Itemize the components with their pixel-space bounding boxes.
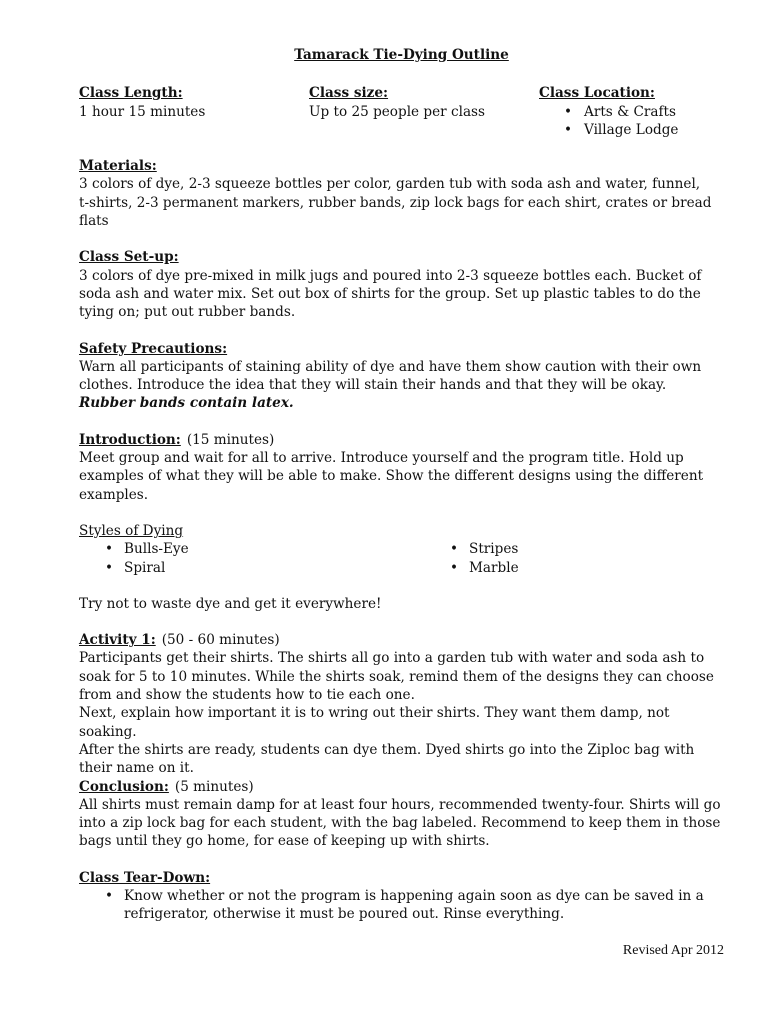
class-size-heading: Class size:	[309, 85, 389, 102]
safety-body: Warn all participants of staining ability of dye and have them show caution with their own clothes. Introduce the idea that they will stain their hands and that they will be okay.	[79, 358, 702, 394]
materials-section	[79, 157, 724, 230]
list-item: • Marble	[424, 559, 724, 577]
activity1-paragraph: Participants get their shirts. The shirts all go into a garden tub with water and soda ash to soak for 5 to 10 minutes. While the shirts soak, remind them of the designs they can choose from and show the students how to tie each one.	[79, 650, 714, 704]
introduction-text: Meet group and wait for all to arrive. Introduce yourself and the program title. Hold up examples of what they will be able to make. Show the different designs using the different examples.	[79, 450, 704, 503]
introduction-section	[79, 431, 724, 504]
activity1-heading: Activity 1:	[79, 632, 156, 649]
class-location-heading: Class Location:	[539, 85, 655, 102]
teardown-section	[79, 869, 724, 924]
class-location-list	[539, 103, 724, 140]
class-length-heading: Class Length:	[79, 85, 183, 102]
list-item: • Know whether or not the program is happening again soon as dye can be saved in a refrigerator, otherwise it must be poured out. Rinse everything.	[79, 887, 724, 924]
list-item: • Stripes	[424, 540, 724, 558]
teardown-list	[79, 887, 724, 924]
introduction-duration: (15 minutes)	[186, 431, 275, 448]
class-info-row	[79, 84, 724, 139]
class-length-block	[79, 84, 309, 139]
setup-text: 3 colors of dye pre-mixed in milk jugs and poured into 2-3 squeeze bottles each. Bucket of soda ash and water mix. Set out box of shirts for the group. Set up plastic tables to do the tying on; put out rubber bands.	[79, 267, 702, 321]
latex-warning: Rubber bands contain latex.	[79, 395, 294, 412]
conclusion-text: All shirts must remain damp for at least four hours, recommended twenty-four. Shirts will go into a zip lock bag for each student, with the bag labeled. Recommend to keep them in those bags until they go home, for ease of keeping up with shirts.	[79, 796, 721, 850]
materials-line: 3 colors of dye, 2-3 squeeze bottles per color, garden tub with soda ash and water, funnel,	[79, 176, 701, 193]
conclusion-heading: Conclusion:	[79, 778, 169, 795]
conclusion-heading-line	[79, 778, 724, 796]
list-item: • Village Lodge	[539, 121, 724, 139]
revision-footer: Revised Apr 2012	[622, 943, 724, 958]
teardown-heading: Class Tear-Down:	[79, 869, 211, 886]
styles-list-right	[424, 540, 724, 577]
setup-heading: Class Set-up:	[79, 249, 179, 266]
setup-section	[79, 248, 724, 321]
conclusion-duration: (5 minutes)	[174, 778, 254, 795]
waste-note: Try not to waste dye and get it everywhere!	[79, 595, 382, 612]
materials-line: t-shirts, 2-3 permanent markers, rubber bands, zip lock bags for each shirt, crates or bread flats	[79, 194, 712, 230]
activity1-paragraph: Next, explain how important it is to wring out their shirts. They want them damp, not soaking.	[79, 705, 670, 740]
list-item: • Spiral	[79, 559, 424, 577]
conclusion-section	[79, 778, 724, 851]
introduction-heading-line	[79, 431, 724, 449]
safety-section	[79, 340, 724, 413]
class-size-value: Up to 25 people per class	[309, 103, 485, 120]
activity1-heading-line	[79, 631, 724, 649]
document-page	[79, 46, 724, 924]
styles-heading: Styles of Dying	[79, 522, 184, 539]
introduction-heading: Introduction:	[79, 431, 181, 448]
styles-section	[79, 522, 724, 577]
class-size-block	[309, 84, 539, 139]
safety-text	[79, 358, 724, 413]
document-title: Tamarack Tie-Dying Outline	[294, 47, 509, 63]
styles-list-left	[79, 540, 424, 577]
class-length-value: 1 hour 15 minutes	[79, 103, 206, 120]
list-item: • Bulls-Eye	[79, 540, 424, 558]
activity1-paragraph: After the shirts are ready, students can dye them. Dyed shirts go into the Ziploc bag with their name on it.	[79, 741, 695, 777]
activity1-duration: (50 - 60 minutes)	[161, 632, 280, 649]
class-location-block	[539, 84, 724, 139]
list-item: • Arts & Crafts	[539, 103, 724, 121]
materials-heading: Materials:	[79, 158, 157, 175]
safety-heading: Safety Precautions:	[79, 340, 228, 357]
activity1-section	[79, 631, 724, 777]
styles-columns	[79, 540, 724, 577]
